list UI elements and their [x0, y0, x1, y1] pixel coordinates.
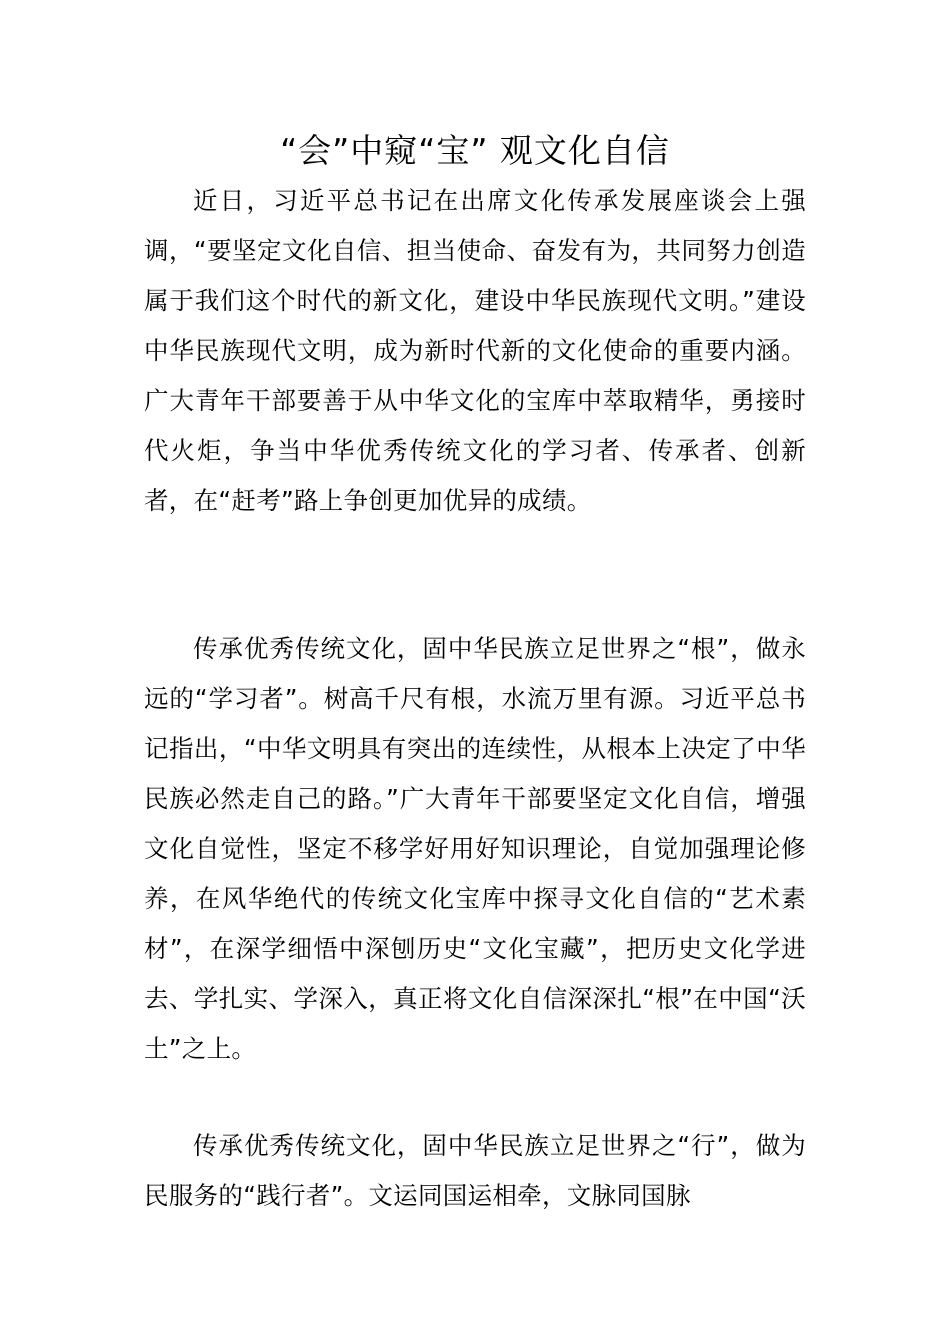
paragraph-1: 近日，习近平总书记在出席文化传承发展座谈会上强调，“要坚定文化自信、担当使命、奋发有为，共同努力创造属于我们这个时代的新文化，建设中华民族现代文明。”建设中华民族现代文明，成为新时代新的文化使命的重要内涵。广大青年干部要善于从中华文化的宝库中萃取精华，勇接时代火炬，争当中华优秀传统文化的学习者、传承者、创新者，在“赶考”路上争创更加优异的成绩。 — [144, 186, 806, 515]
document-title: “会”中窥“宝” 观文化自信 — [280, 131, 670, 170]
paragraph-3: 传承优秀传统文化，固中华民族立足世界之“行”，做为民服务的“践行者”。文运同国运相牵，文脉同国脉 — [144, 1131, 806, 1210]
paragraph-2: 传承优秀传统文化，固中华民族立足世界之“根”，做永远的“学习者”。树高千尺有根，水流万里有源。习近平总书记指出，“中华文明具有突出的连续性，从根本上决定了中华民族必然走自己的路。”广大青年干部要坚定文化自信，增强文化自觉性，坚定不移学好用好知识理论，自觉加强理论修养，在风华绝代的传统文化宝库中探寻文化自信的“艺术素材”，在深学细悟中深刨历史“文化宝藏”，把历史文化学进去、学扎实、学深入，真正将文化自信深深扎“根”在中国“沃土”之上。 — [144, 634, 806, 1063]
